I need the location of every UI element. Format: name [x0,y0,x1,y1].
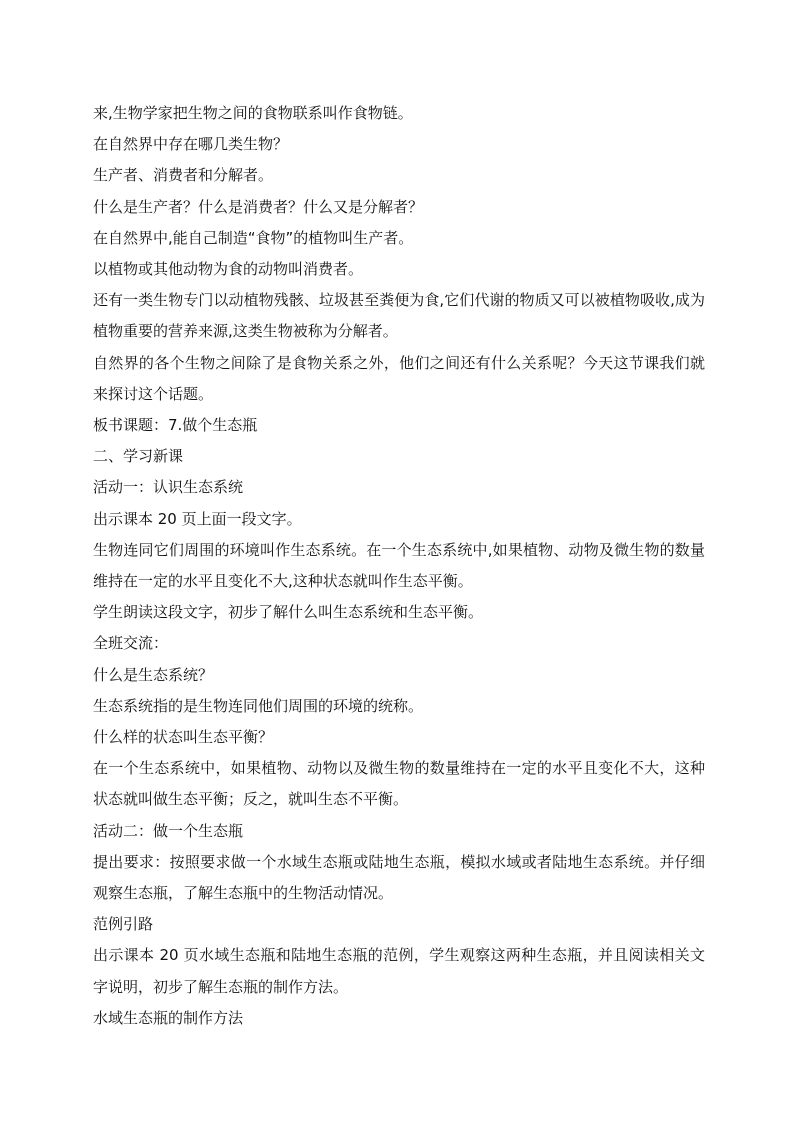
paragraph: 以植物或其他动物为食的动物叫消费者。 [93,260,364,279]
paragraph: 什么样的状态叫生态平衡？ [93,728,274,747]
paragraph: 在自然界中存在哪几类生物？ [93,135,289,154]
paragraph: 学生朗读这段文字，初步了解什么叫生态系统和生态平衡。 [93,603,484,622]
paragraph: 在一个生态系统中，如果植物、动物以及微生物的数量维持在一定的水平且变化不大，这种状态就叫做生态平衡；反之，就叫生态不平衡。 [93,759,705,809]
paragraph: 还有一类生物专门以动植物残骸、垃圾甚至粪便为食,它们代谢的物质又可以被植物吸收,成为植物重要的营养来源,这类生物被称为分解者。 [93,291,705,341]
paragraph: 自然界的各个生物之间除了是食物关系之外，他们之间还有什么关系呢？今天这节课我们就来探讨这个话题。 [93,353,705,403]
paragraph: 出示课本 20 页上面一段文字。 [93,509,302,528]
paragraph: 什么是生产者？什么是消费者？什么又是分解者？ [93,197,424,216]
activity-heading: 活动一：认识生态系统 [93,478,244,497]
paragraph: 来,生物学家把生物之间的食物联系叫作食物链。 [93,104,413,122]
paragraph: 出示课本 20 页水域生态瓶和陆地生态瓶的范例，学生观察这两种生态瓶，并且阅读相关文字说明，初步了解生态瓶的制作方法。 [93,946,705,996]
paragraph: 生产者、消费者和分解者。 [93,166,274,185]
paragraph: 生态系统指的是生物连同他们周围的环境的统称。 [93,696,424,715]
paragraph: 全班交流： [93,634,169,653]
lesson-title: 板书课题：7.做个生态瓶 [93,416,258,435]
activity-heading: 活动二：做一个生态瓶 [93,821,244,840]
paragraph: 范例引路 [93,915,154,934]
paragraph: 在自然界中,能自己制造“食物”的植物叫生产者。 [93,228,414,247]
paragraph: 提出要求：按照要求做一个水域生态瓶或陆地生态瓶，模拟水域或者陆地生态系统。并仔细观察生态瓶，了解生态瓶中的生物活动情况。 [93,852,705,903]
paragraph: 什么是生态系统？ [93,665,214,684]
section-heading: 二、学习新课 [93,447,184,466]
paragraph: 水域生态瓶的制作方法 [93,1008,244,1027]
paragraph: 生物连同它们周围的环境叫作生态系统。在一个生态系统中,如果植物、动物及微生物的数量维持在一定的水平且变化不大,这种状态就叫作生态平衡。 [93,540,705,591]
body-text [93,98,705,1034]
